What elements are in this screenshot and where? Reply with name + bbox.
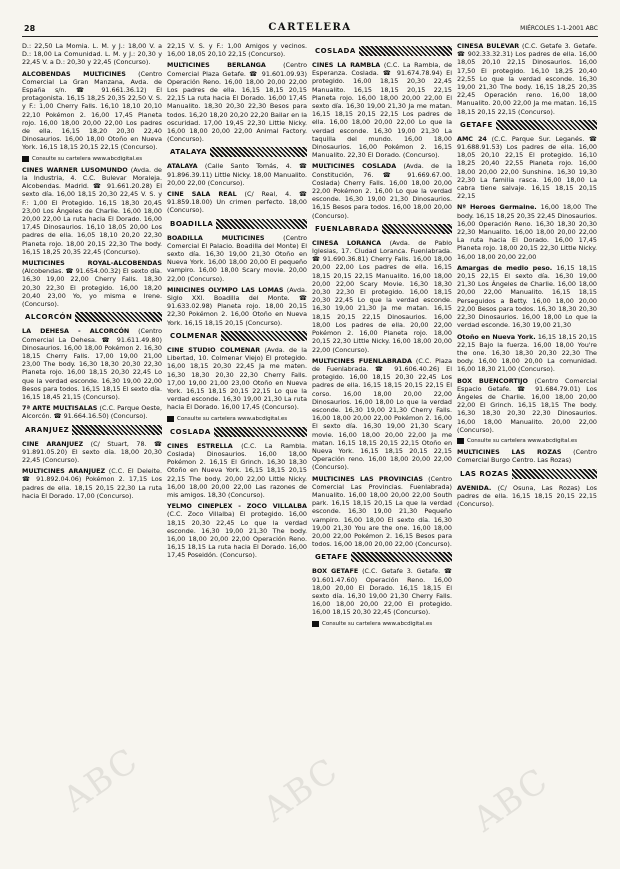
cinema-schedule: (Centro Comercial Plaza Getafe. ☎ 91.601.09.93) Operación Reno. 16,00 18,00 20,00 22,00 Los padres de ella. 16,15 18,15 20,15 22,15 La ruta hacia El Dorado. 16,00 17,45 Manualito. 18,30 20,30 22,30 Besos para todos. 16,20 18,20 20,20 22,20 Bailar en la oscuridad. 17,00 19,45 22,30 Little Nicky. 16,00 18,00 20,00 22,00 Animal Factory. (Concurso). bbox=[167, 61, 307, 144]
cinema-name: 7ª ARTE MULTISALAS bbox=[22, 404, 98, 413]
cinema-name: CINESA BULEVAR bbox=[457, 42, 520, 50]
web-promo[interactable] bbox=[457, 437, 597, 445]
cinema-schedule: (C.C. El Deleite. ☎ 91.892.04.06) Pokémon 2. 17,15 Los padres de ella. 18,15 20,15 22,30 La ruta hacia El Dorado. 17,00 (Concurso). bbox=[22, 467, 162, 500]
cinema-schedule: (Calle Santo Tomás, 4. ☎ 91.896.39.11) Little Nicky. 18,00 Manualito. 20,00 22,00 (Concurso). bbox=[167, 162, 307, 187]
cinema-listing bbox=[22, 440, 162, 465]
cinema-listing bbox=[457, 377, 597, 434]
cinema-schedule: (Avda. de la Libertad, 10. Colmenar Viejo) El protegido. 16,00 18,15 20,30 22,45 Ja me maten. 16,30 18,30 20,30 22,30 Cherry Falls. 17,00 19,00 21,00 23,00 Otoño en Nueva York. 16,15 18,15 20,15 22,15 Lo que la verdad esconde. 16,30 19,00 21,30 La ruta hacia El Dorado. 16,00 17,45 (Concurso). bbox=[167, 345, 307, 412]
cinema-name: ATALAYA bbox=[167, 162, 198, 171]
section-band bbox=[312, 552, 452, 562]
cinema-listing bbox=[22, 70, 162, 152]
section-band bbox=[457, 469, 597, 479]
section-band bbox=[312, 46, 452, 56]
cinema-name: Amargas de medio peso. bbox=[457, 263, 553, 272]
cinema-schedule: (Centro Comercial La Dehesa. ☎ 91.611.49.80) Dinosaurios. 16,00 18,00 Pokémon 2. 16,30 18,15 Cherry Falls. 17,00 19,00 21,00 23,00 The body. 16,30 18,30 20,30 22,30 Planeta rojo. 16,00 18,15 20,30 22,45 Lo que la verdad esconde. 16,30 19,00 22,00 Besos para todos. 16,15 18,15 El sexto día. 16,15 18,45 21,15 (Concurso). bbox=[22, 327, 162, 401]
cinema-listing bbox=[312, 567, 452, 616]
cinema-name: MULTICINES LAS ROZAS bbox=[457, 448, 562, 457]
cinema-name: BOX GETAFE bbox=[312, 567, 359, 576]
cinema-name: CINES LA RAMBLA bbox=[312, 61, 381, 69]
cinema-schedule: 16,00 18,00 The body. 16,15 18,25 20,35 22,45 Dinosaurios. 16,00 Operación Reno. 16,30 18,30 20,30 22,30 Manualito. 16,00 18,00 20,00 22,00 La ruta hacia El Dorado. 16,00 17,45 Planeta rojo. 18,00 20,15 22,30 Little Nicky. 16,00 18,00 20,00 22,00 bbox=[457, 203, 597, 261]
section-band-label: LAS ROZAS bbox=[457, 469, 512, 479]
cinema-schedule: (Centro Comercial Espacio Getafe. ☎ 91.684.79.01) Los Ángeles de Charlie. 16,00 18,00 20,00 22,00 El Grinch. 16,15 18,15 The body. 16,30 18,30 20,30 22,30 Dinosaurios. 16,00 18,00 Manualito. 20,00 22,00 (Concurso). bbox=[457, 376, 597, 434]
cinema-schedule: (C.C. Getafe 3. Getafe. ☎ 902.33.32.31) Los padres de ella. 16,00 18,05 20,10 22,15 Dinosaurios. 16,00 17,50 El protegido. 16,10 18,25 20,40 22,55 Lo que la verdad esconde. 16,30 19,00 21,30 The body. 16,15 18,25 20,35 22,45 Operación reno. 16,00 18,00 Manualito. 20,00 22,00 Ja me matan. 16,15 18,15 20,15 22,15 (Concurso). bbox=[457, 42, 597, 116]
section-band bbox=[22, 312, 162, 322]
web-promo[interactable] bbox=[167, 415, 307, 423]
cinema-listing bbox=[457, 484, 597, 509]
column-1 bbox=[22, 42, 162, 503]
section-band-label: COSLADA bbox=[167, 427, 214, 437]
section-band-label: ARANJUEZ bbox=[22, 425, 72, 435]
section-band-label: COSLADA bbox=[312, 46, 359, 56]
watermark-1: ABC bbox=[55, 740, 147, 820]
column-2 bbox=[167, 42, 307, 563]
web-promo-text[interactable]: Consulte su cartelera www.abcdigital.es bbox=[322, 620, 433, 627]
cinema-listing bbox=[22, 467, 162, 500]
cinema-name: CINESA LORANCA bbox=[312, 238, 382, 247]
web-promo-text[interactable]: Consulte su cartelera www.abcdigital.es bbox=[467, 437, 578, 444]
cinema-schedule: (Alcobendas. ☎ 91.654.00.32) El sexto día. 16,30 19,00 22,00 Cherry Falls. 18,30 20,30 22,30 El protegido. 16,00 18,20 20,40 23,00 Yo, yo misma e Irene. (Concurso). bbox=[22, 267, 162, 309]
cinema-name: CINE SALA REAL bbox=[167, 190, 237, 199]
cinema-listing bbox=[457, 42, 597, 116]
cinema-listing bbox=[167, 286, 307, 327]
cinema-schedule: (C/ Real, 4. ☎ 91.859.18.00) Un crimen perfecto. 18,00 (Concurso). bbox=[167, 190, 307, 215]
cinema-listing bbox=[312, 61, 452, 159]
cinema-schedule: (C.C. La Rambla. Coslada) Dinosaurios. 16,00 18,00 Pokémon 2. 16,15 El Grinch. 16,30 18,30 Otoño en Nueva York. 16,15 18,15 20,15 22,15 The body. 20,00 22,00 Little Nicky. 16,00 18,00 20,00 22,00 Las razones de mis amigos. 18,30 (Concurso). bbox=[167, 441, 307, 499]
cinema-listing bbox=[312, 357, 452, 472]
computer-icon bbox=[22, 156, 29, 162]
cinema-listing bbox=[167, 346, 307, 412]
cinema-listing bbox=[312, 162, 452, 219]
watermark-2: ABC bbox=[255, 750, 347, 830]
cinema-name: MULTICINES LAS PROVINCIAS bbox=[312, 474, 424, 483]
cinema-name: MULTICINES FUENLABRADA bbox=[312, 356, 412, 365]
dateline: MIÉRCOLES 1-1-2001 ABC bbox=[520, 25, 598, 32]
cinema-schedule: (Avda. Siglo XXI. Boadilla del Monte. ☎ 91.633.02.98) Planeta rojo. 18,00 20,15 22,30 Pokémon 2. 16,00 Otoño en Nueva York. 16,15 18,15 20,15 (Concurso). bbox=[167, 285, 307, 327]
cinema-listing bbox=[167, 61, 307, 143]
cinema-name: MULTICINES ARANJUEZ bbox=[22, 467, 106, 476]
section-title: CARTELERA bbox=[268, 22, 352, 33]
column-4 bbox=[457, 42, 597, 511]
cinema-name: CINE ARANJUEZ bbox=[22, 439, 84, 448]
cinema-schedule: (Centro Comercial Burgo Centro. Las Rozas) bbox=[457, 448, 597, 465]
cinema-name: LA DEHESA - ALCORCÓN bbox=[22, 327, 130, 336]
cinema-listing bbox=[22, 42, 162, 67]
cinema-name: BOX BUENCORTIJO bbox=[457, 376, 528, 385]
cinema-name: YELMO CINEPLEX - ZOCO VILLALBA bbox=[167, 502, 307, 511]
cinema-schedule: (Avda. de Pablo Iglesias, 17. Ciudad Loranca. Fuenlabrada. ☎ 91.690.36.81) Cherry Falls. 16,00 18,00 20,00 22,00 Los padres de ella. 16,15 18,15 20,15 22,15 Manualito. 16,00 18,00 20,00 22,00 Scary Movie. 16,30 18,30 20,30 22,30 El protegido. 16,00 18,15 20,30 22,45 Lo que la verdad esconde. 16,30 19,00 21,30 Ja me matan. 16,15 18,15 20,15 22,15 Dinosaurios. 16,00 18,00 Los padres de ella. 20,00 22,00 Pokémon 2. 16,00 Planeta rojo. 18,00 20,15 22,30 Little Nicky. 16,00 18,00 20,00 22,00 (Concurso). bbox=[312, 238, 452, 354]
web-promo[interactable] bbox=[312, 620, 452, 628]
section-band bbox=[167, 147, 307, 157]
page-header bbox=[22, 22, 598, 37]
cinema-listing bbox=[457, 203, 597, 260]
computer-icon bbox=[457, 438, 464, 444]
section-band-label: BOADILLA bbox=[167, 219, 216, 229]
web-promo-text[interactable]: Consulte su cartelera www.abcdigital.es bbox=[177, 415, 288, 422]
cinema-listing bbox=[22, 327, 162, 401]
page-number: 28 bbox=[24, 24, 36, 33]
cinema-listing bbox=[167, 190, 307, 215]
cinema-schedule: (C/ Osuna, Las Rozas) Los padres de ella. 16,15 18,15 20,15 22,15 (Concurso). bbox=[457, 483, 597, 508]
cinema-listing bbox=[22, 166, 162, 256]
cinema-name: Otoño en Nueva York. bbox=[457, 332, 536, 341]
cinema-name: BOADILLA MULTICINES bbox=[167, 233, 265, 242]
section-band-label: GETAFE bbox=[457, 120, 496, 130]
cinema-listing bbox=[22, 259, 162, 308]
cinema-listing bbox=[312, 475, 452, 549]
cinema-listing bbox=[22, 404, 162, 420]
cinema-schedule: (C.C. Getafe 3. Getafe. ☎ 91.601.47.60) Operación Reno. 16,00 18,00 20,00 El Dorado. 16,15 18,15 El sexto día. 16,30 19,00 21,30 Cherry Falls. 16,00 18,00 20,00 22,00 El protegido. 16,00 18,15 20,30 22,45 (Concurso). bbox=[312, 567, 452, 617]
cinema-name: AMC 24 bbox=[457, 134, 487, 143]
cinema-schedule: 16,15 18,15 20,15 22,15 El sexto día. 16,30 19,00 21,30 Los Ángeles de Charlie. 16,00 18,00 20,00 22,00 Manualito. 16,15 18,15 Perseguidos a Betty. 16,00 18,00 20,00 22,00 Besos para todos. 16,30 18,30 20,30 22,30 Dinosaurios. 16,00 18,00 Lo que la verdad esconde. 16,30 19,00 21,30 bbox=[457, 263, 597, 330]
cinema-schedule: (Avda. de la Constitución, 76. ☎ 91.669.67.00. Coslada) Cherry Falls. 16,00 18,00 20,00 22,00 Pokémon 2. 16,00 Lo que la verdad esconde. 16,30 19,00 21,30 Dinosaurios. 16,15 Besos para todos. 16,00 18,00 20,00 (Concurso). bbox=[312, 162, 452, 220]
section-band bbox=[167, 427, 307, 437]
cinema-schedule: (C.C. Zoco Villalba) El protegido. 16,00 18,15 20,30 22,45 Lo que la verdad esconde. 16,30 19,00 21,30 The body. 16,00 18,00 20,00 22,00 Operación Reno. 16,15 18,15 La ruta hacia El Dorado. 16,00 17,45 Poseidón. (Concurso). bbox=[167, 510, 307, 560]
cinema-listing bbox=[457, 448, 597, 464]
section-band bbox=[167, 219, 307, 229]
cinema-schedule: D.: 22,50 La Momia. L. M. y J.: 18,00 V. a D.: 18,00 La Comunidad. L. M. y J.: 20,30 y 22,45 V. a D.: 20,30 y 22,45 (Concurso). bbox=[22, 42, 162, 67]
cinema-schedule: (C.C. La Rambla, de Esperanza. Coslada. ☎ 91.674.78.94) El protegido. 16,00 18,15 20,30 22,45 Manualito. 16,15 18,15 20,15 22,15 Planeta rojo. 16,00 18,00 20,00 22,00 El sexto día. 16,30 19,00 21,30 Ja me matan. 16,15 18,15 20,15 22,15 Los padres de ella. 16,00 18,00 20,00 22,00 Lo que la verdad esconde. 16,30 19,00 21,30 La taquilla del mundo. 16,00 18,00 Dinosaurios. 16,00 Pokémon 2. 16,15 Manualito. 22,30 El Dorado. (Concurso). bbox=[312, 61, 452, 160]
web-promo[interactable] bbox=[22, 155, 162, 163]
cinema-schedule: (Avda. de la Industria, 4. C.C. Bulevar Moraleja. Alcobendas. Madrid. ☎ 91.661.20.28) El sexto día. 16,00 18,15 20,30 22,45 V. S. y F.: 1,00 El Protegido. 16,15 18,30 20,45 23,00 Los Ángeles de Charlie. 16,00 18,00 20,00 22,00 La ruta hacia El Dorado. 16,00 17,45 Dinosaurios. 16,10 18,05 20,00 Los padres de ella. 16,05 18,10 20,20 22,30 Planeta rojo. 18,00 20,15 22,30 The body. 16,15 18,25 20,35 22,45 (Concurso). bbox=[22, 165, 162, 256]
web-promo-text[interactable]: Consulte su cartelera www.abcdigital.es bbox=[32, 155, 143, 162]
cinema-schedule: (Centro Comercial El Palacio. Boadilla del Monte) El sexto día. 16,30 19,00 21,30 Otoño en Nueva York. 16,00 18,00 20,00 El pequeño vampiro. 16,00 18,00 Scary movie. 20,00 22,00 (Concurso). bbox=[167, 233, 307, 283]
cinema-listing bbox=[457, 264, 597, 330]
section-band bbox=[167, 331, 307, 341]
cinema-schedule: (C.C. Parque Oeste, Alcorcón. ☎ 91.664.16.50) (Concurso). bbox=[22, 404, 162, 421]
cinema-listing bbox=[167, 234, 307, 283]
cinema-schedule: (C.C. Plaza de Fuenlabrada. ☎ 91.606.40.26) El protegido. 16,00 18,15 20,30 22,45 Los padres de ella. 16,15 18,15 20,15 22,15 El corso. 16,00 18,00 20,00 22,00 Dinosaurios. 16,00 18,00 Lo que la verdad esconde. 16,30 19,00 21,30 Cherry Falls. 16,00 18,00 20,00 22,00 Pokémon 2. 16,00 El sexto día. 16,30 19,00 21,30 Scary movie. 16,00 18,00 20,00 22,00 Ja me matan. 16,15 18,15 20,15 22,15 Otoño en Nueva York. 16,15 18,15 20,15 22,15 Operación reno. 16,00 18,00 20,00 22,00 (Concurso). bbox=[312, 356, 452, 472]
cinema-schedule: (C.C. Parque Sur. Leganés. ☎ 91.688.91.53) Los padres de ella. 16,00 18,05 20,10 22,15 El protegido. 16,10 18,25 20,40 22,55 Planeta rojo. 16,00 18,00 20,00 22,00 Sunshine. 16,30 19,30 22,30 La familia rasca. 16,00 18,00 La cabra tiene salvaje. 16,15 18,15 20,15 22,15 bbox=[457, 134, 597, 201]
cinema-name: CINES ESTRELLA bbox=[167, 441, 233, 450]
section-band-label: FUENLABRADA bbox=[312, 224, 382, 234]
cinema-name: AVENIDA. bbox=[457, 483, 492, 492]
cinema-listing bbox=[457, 135, 597, 201]
section-band bbox=[312, 224, 452, 234]
column-3 bbox=[312, 42, 452, 631]
section-band-label: COLMENAR bbox=[167, 331, 221, 341]
cinema-listing bbox=[167, 502, 307, 559]
section-band bbox=[457, 120, 597, 130]
cinema-listing bbox=[167, 162, 307, 187]
section-band-label: GETAFE bbox=[312, 552, 351, 562]
cinema-name: MINICINES OLYMPO LAS LOMAS bbox=[167, 285, 284, 294]
cinema-schedule: 22,15 V. S. y F.: 1,00 Amigos y vecinos. 16,00 18,05 20,10 22,15 (Concurso). bbox=[167, 42, 307, 59]
section-band bbox=[22, 425, 162, 435]
cinema-name: Nº Heroes Germaine. bbox=[457, 203, 537, 212]
cinema-schedule: (Centro Comercial La Gran Manzana, Avda. de España s/n. ☎ 91.661.36.12) El protagonista. 16,15 18,25 20,35 22,50 V. S. y F.: 1,00 Cherry Falls. 16,10 18,10 20,10 22,10 Pokémon 2. 16,00 17,45 Planeta rojo. 16,00 18,00 20,00 22,00 Los padres de ella. 16,15 18,20 20,30 22,40 Dinosaurios. 16,00 18,00 Otoño en Nueva York. 16,15 18,15 20,15 22,15 (Concurso). bbox=[22, 69, 162, 152]
cinema-schedule: (Centro Comercial Las Provincias. Fuenlabrada) Manualito. 16,00 18,00 20,00 22,00 South park. 16,15 18,15 20,15 La que la verdad esconde. 16,30 19,00 21,30 Pequeño vampiro. 16,00 18,00 El sexto día. 16,30 19,00 21,30 You are the one. 16,00 18,00 20,00 22,00 Pokémon 2. 16,15 Besos para todos. 16,00 18,00 20,00 22,00 (Concurso). bbox=[312, 474, 452, 549]
cinema-name: MULTICINES COSLADA bbox=[312, 162, 397, 171]
cinema-name: CINES WARNER LUSOMUNDO bbox=[22, 165, 128, 174]
watermark-3: ABC bbox=[465, 760, 557, 840]
computer-icon bbox=[312, 621, 319, 627]
cinema-name: ALCOBENDAS MULTICINES bbox=[22, 69, 126, 78]
cinema-name: CINE STUDIO COLMENAR bbox=[167, 345, 261, 354]
section-band-label: ATALAYA bbox=[167, 147, 210, 157]
cinema-schedule: 16,15 18,15 20,15 22,15 Bajo la fuerza. 16,00 18,00 You're the one. 16,30 18,30 20,30 22,30 The body. 16,00 18,00 20,00 La comunidad. 16,00 18,30 21,00 (Concurso). bbox=[457, 332, 597, 374]
cinema-listing bbox=[167, 42, 307, 58]
cinema-name: MULTICINES BERLANGA bbox=[167, 61, 266, 70]
cinema-listing bbox=[312, 239, 452, 354]
cinema-listing bbox=[167, 442, 307, 499]
cinema-listing bbox=[457, 333, 597, 374]
computer-icon bbox=[167, 416, 174, 422]
cinema-name: MULTICINES ROYAL-ALCOBENDAS bbox=[22, 259, 162, 268]
cinema-schedule: (C/ Stuart, 78. ☎ 91.891.05.20) El sexto día. 18,00 20,30 22,45 (Concurso). bbox=[22, 439, 162, 464]
section-band-label: ALCORCÓN bbox=[22, 312, 75, 322]
